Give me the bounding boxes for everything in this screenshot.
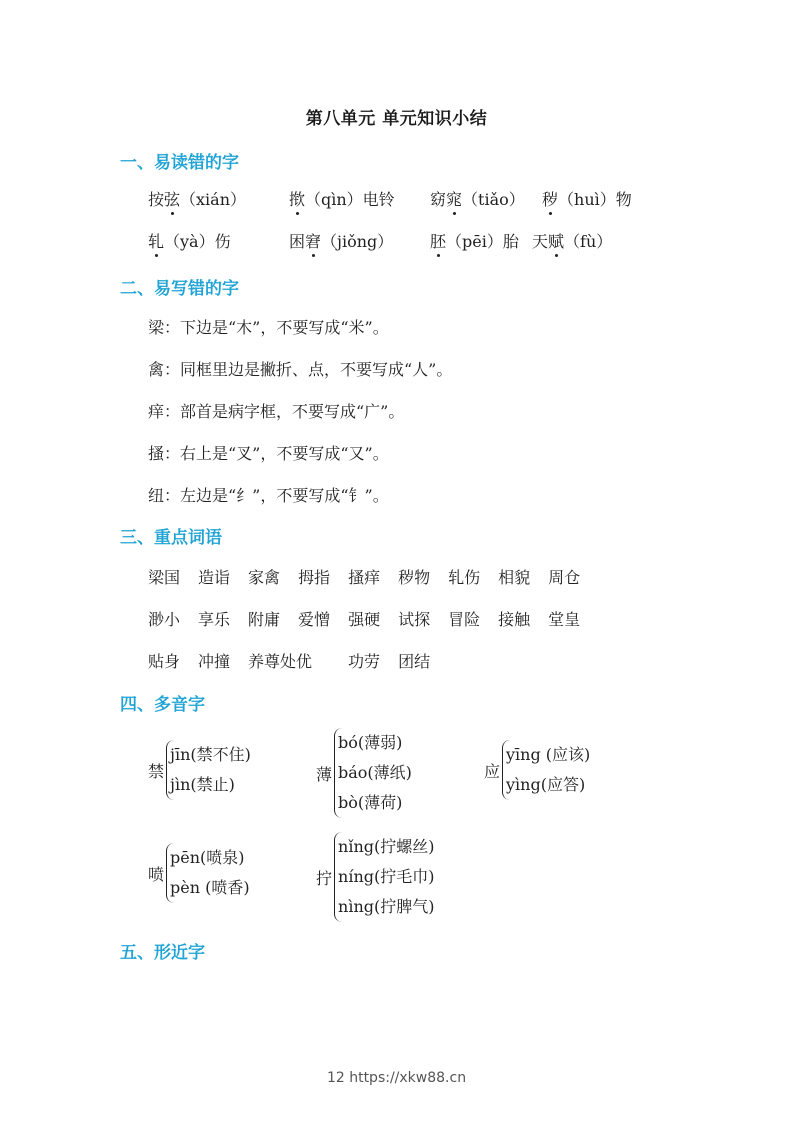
key-word: 试探 bbox=[398, 610, 431, 629]
section-heading-5: 五、形近字 bbox=[120, 943, 205, 963]
key-word: 团结 bbox=[398, 652, 431, 671]
page-title: 第八单元 单元知识小结 bbox=[305, 109, 488, 129]
page-footer: 12 https://xkw88.cn bbox=[326, 1070, 467, 1086]
reading: yìng(应答) bbox=[506, 775, 586, 794]
key-word: 相貌 bbox=[498, 568, 531, 587]
easy-misread-item: 揿（qìn）电铃 bbox=[289, 187, 395, 210]
easy-misread-item: 天赋（fù） bbox=[532, 229, 612, 252]
easy-misread-item: 轧（yà）伤 bbox=[148, 229, 231, 252]
polyphone-group bbox=[316, 832, 434, 922]
reading: nǐng(拧螺丝) bbox=[338, 837, 435, 856]
brace bbox=[166, 740, 251, 800]
polyphone-char: 拧 bbox=[316, 868, 333, 888]
key-word: 搔痒 bbox=[348, 568, 381, 587]
key-word: 接触 bbox=[498, 610, 531, 629]
key-word: 堂皇 bbox=[548, 610, 581, 629]
brace bbox=[166, 843, 250, 903]
reading: báo(薄纸) bbox=[338, 763, 412, 782]
key-word: 秽物 bbox=[398, 568, 431, 587]
brace bbox=[334, 728, 412, 818]
writing-tip: 纽：左边是“纟”，不要写成“钅”。 bbox=[148, 486, 389, 505]
easy-misread-item: 按弦（xián） bbox=[148, 187, 246, 210]
easy-misread-item: 窈窕（tiǎo） bbox=[430, 187, 525, 210]
writing-tip: 痒：部首是病字框，不要写成“广”。 bbox=[148, 402, 405, 421]
key-word: 强硬 bbox=[348, 610, 381, 629]
section-heading-4: 四、多音字 bbox=[120, 695, 205, 715]
reading: pèn (喷香) bbox=[170, 878, 250, 897]
polyphone-group bbox=[484, 740, 590, 800]
polyphone-group bbox=[148, 843, 250, 903]
polyphone-char: 禁 bbox=[148, 761, 165, 781]
key-words-row bbox=[148, 649, 448, 672]
section-heading-2: 二、易写错的字 bbox=[120, 279, 239, 299]
brace bbox=[502, 740, 590, 800]
key-word: 拇指 bbox=[298, 568, 331, 587]
key-word: 冒险 bbox=[448, 610, 481, 629]
polyphone-group bbox=[316, 728, 412, 818]
reading: jīn(禁不住) bbox=[170, 745, 251, 764]
reading: bó(薄弱) bbox=[338, 733, 403, 752]
reading: jìn(禁止) bbox=[170, 775, 235, 794]
brace bbox=[334, 832, 434, 922]
key-word: 家禽 bbox=[248, 568, 281, 587]
writing-tip: 禽：同框里边是撇折、点，不要写成“人”。 bbox=[148, 360, 453, 379]
key-word: 养尊处优 bbox=[248, 652, 313, 671]
key-word: 享乐 bbox=[198, 610, 231, 629]
writing-tip: 梁：下边是“木”，不要写成“米”。 bbox=[148, 318, 389, 337]
key-word: 造诣 bbox=[198, 568, 231, 587]
polyphone-char: 应 bbox=[484, 761, 501, 781]
section-heading-3: 三、重点词语 bbox=[120, 528, 222, 548]
key-words-row bbox=[148, 607, 598, 630]
writing-tip: 搔：右上是“叉”，不要写成“又”。 bbox=[148, 444, 389, 463]
easy-misread-item: 困窘（jiǒng） bbox=[289, 229, 393, 252]
reading: yīng (应该) bbox=[506, 745, 591, 764]
key-words-row bbox=[148, 565, 598, 588]
key-word: 周仓 bbox=[548, 568, 581, 587]
section-heading-1: 一、易读错的字 bbox=[120, 153, 239, 173]
key-word: 轧伤 bbox=[448, 568, 481, 587]
easy-misread-item: 胚（pēi）胎 bbox=[430, 229, 519, 252]
key-word: 渺小 bbox=[148, 610, 181, 629]
key-word: 贴身 bbox=[148, 652, 181, 671]
key-word: 功劳 bbox=[348, 652, 381, 671]
reading: bò(薄荷) bbox=[338, 793, 403, 812]
key-word: 梁国 bbox=[148, 568, 181, 587]
reading: níng(拧毛巾) bbox=[338, 867, 435, 886]
key-word: 冲撞 bbox=[198, 652, 231, 671]
polyphone-char: 喷 bbox=[148, 864, 165, 884]
key-word: 爱憎 bbox=[298, 610, 331, 629]
easy-misread-item: 秽（huì）物 bbox=[542, 187, 632, 210]
reading: nìng(拧脾气) bbox=[338, 897, 435, 916]
reading: pēn(喷泉) bbox=[170, 848, 245, 867]
key-word: 附庸 bbox=[248, 610, 281, 629]
polyphone-char: 薄 bbox=[316, 764, 333, 784]
polyphone-group bbox=[148, 740, 251, 800]
